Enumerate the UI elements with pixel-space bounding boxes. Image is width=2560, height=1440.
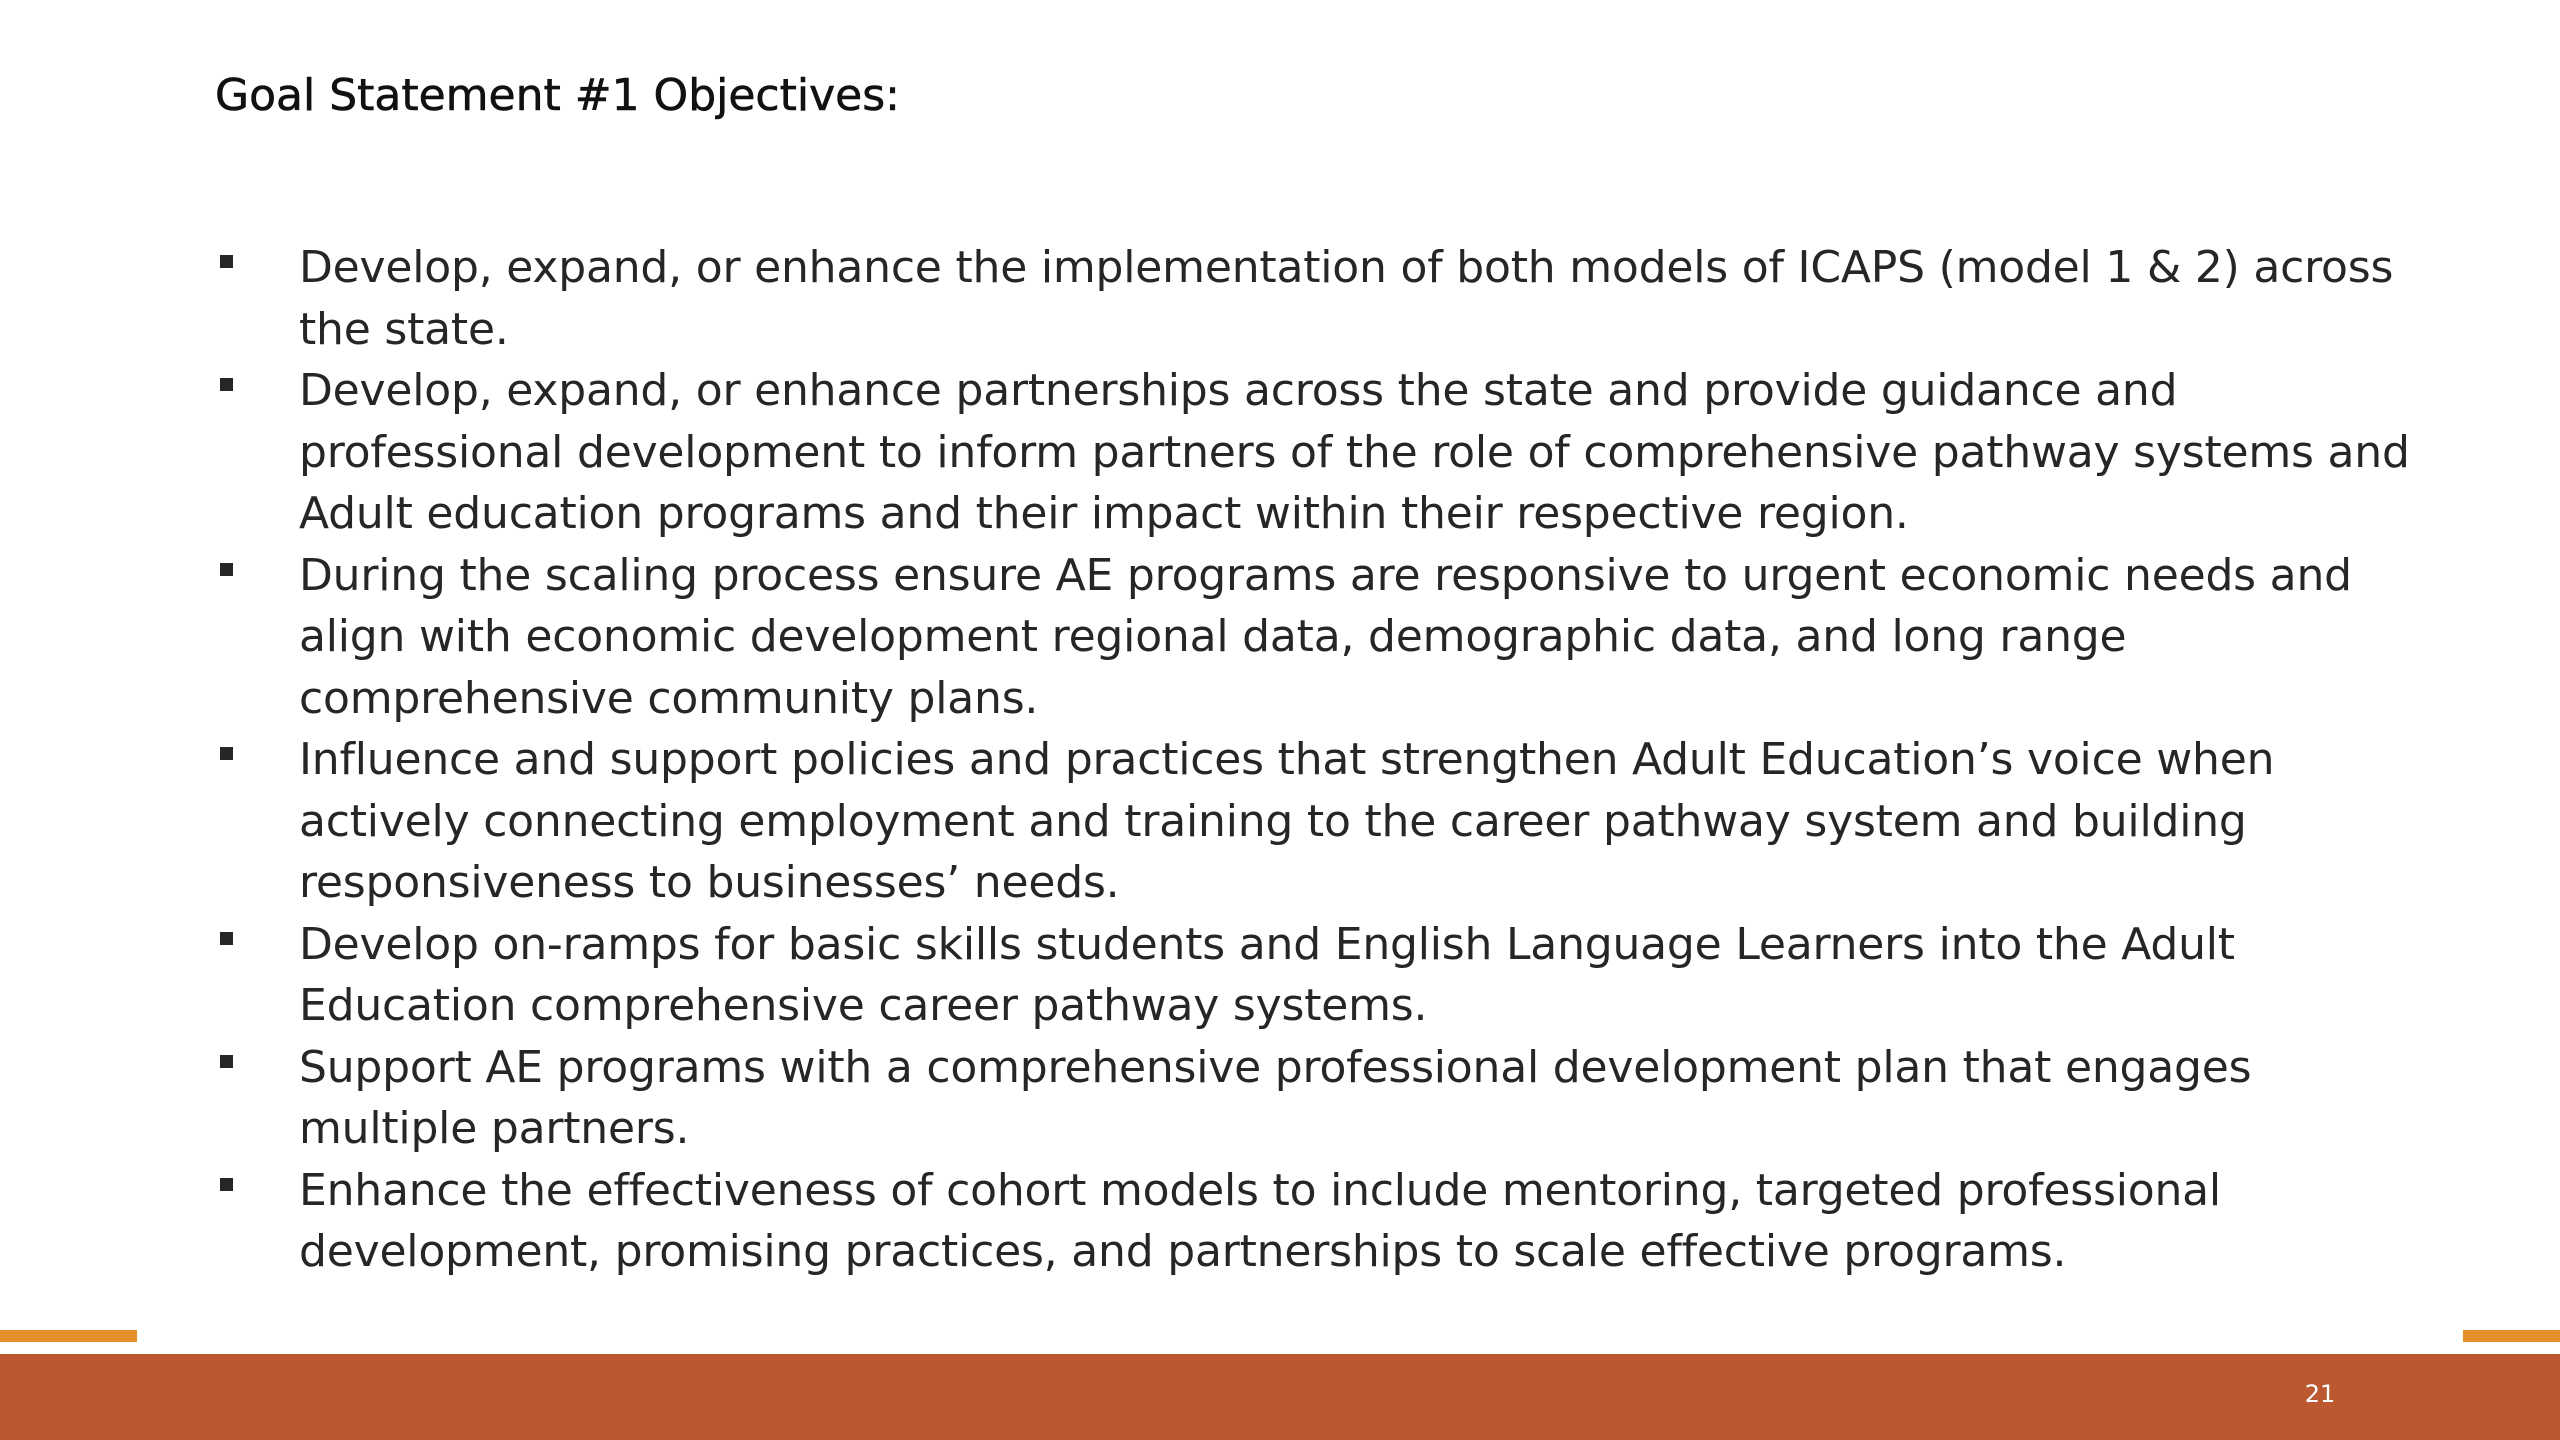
square-bullet-icon bbox=[220, 255, 233, 268]
objectives-list bbox=[215, 237, 2415, 1283]
objective-text: Develop on-ramps for basic skills students and English Language Learners into the Adult Education comprehensive career pathway systems. bbox=[299, 918, 2235, 1031]
footer-band bbox=[0, 1354, 2560, 1440]
footer-accent-left bbox=[0, 1330, 137, 1342]
objective-text: During the scaling process ensure AE programs are responsive to urgent economic needs and align with economic development regional data, demographic data, and long range comprehensive community plans. bbox=[299, 549, 2352, 724]
objective-text: Enhance the effectiveness of cohort models to include mentoring, targeted professional development, promising practices, and partnerships to scale effective programs. bbox=[299, 1164, 2221, 1277]
page-number: 21 bbox=[2304, 1380, 2336, 1408]
objective-item bbox=[215, 1037, 2415, 1160]
objective-item bbox=[215, 545, 2415, 730]
square-bullet-icon bbox=[220, 378, 233, 391]
objective-text: Develop, expand, or enhance partnerships across the state and provide guidance and professional development to inform partners of the role of comprehensive pathway systems and Adult education programs and their impact within their respective region. bbox=[299, 365, 2410, 539]
objective-item bbox=[215, 360, 2415, 545]
objective-item bbox=[215, 237, 2415, 360]
square-bullet-icon bbox=[220, 932, 233, 945]
square-bullet-icon bbox=[220, 1055, 233, 1068]
objective-item bbox=[215, 1160, 2415, 1283]
square-bullet-icon bbox=[220, 1178, 233, 1191]
objective-text: Support AE programs with a comprehensive professional development plan that engages multiple partners. bbox=[299, 1041, 2252, 1154]
objective-item bbox=[215, 729, 2415, 914]
objective-text: Influence and support policies and practices that strengthen Adult Education’s voice when actively connecting employment and training to the career pathway system and building responsiveness to businesses’ needs. bbox=[299, 734, 2275, 908]
objective-item bbox=[215, 914, 2415, 1037]
square-bullet-icon bbox=[220, 563, 233, 576]
slide-title: Goal Statement #1 Objectives: bbox=[215, 70, 900, 121]
square-bullet-icon bbox=[220, 747, 233, 760]
objective-text: Develop, expand, or enhance the implementation of both models of ICAPS (model 1 & 2) across the state. bbox=[299, 242, 2394, 355]
footer-accent-right bbox=[2463, 1330, 2560, 1342]
